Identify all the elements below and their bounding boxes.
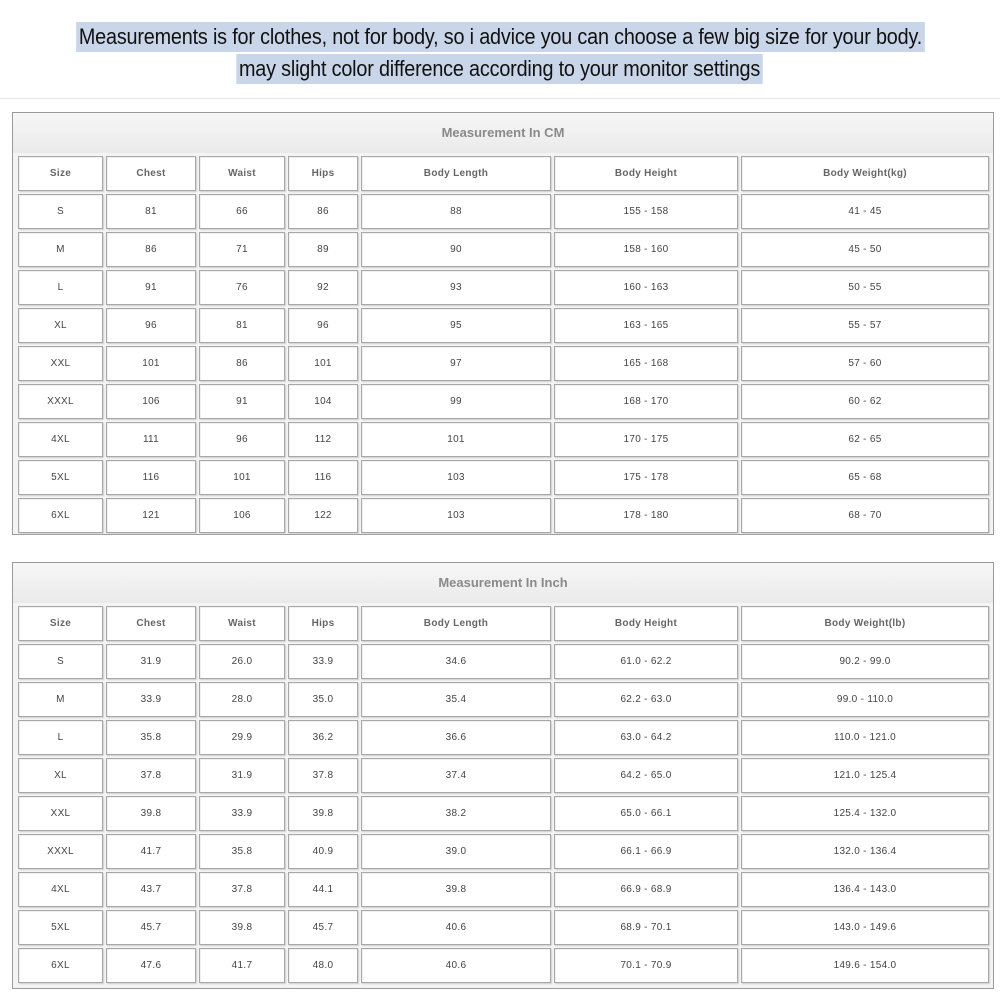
table-row	[18, 308, 989, 343]
table-cell: 6XL	[18, 948, 103, 983]
table-cell: 57 - 60	[741, 346, 989, 381]
table-cell: 90	[361, 232, 551, 267]
table-cell: 37.8	[199, 872, 285, 907]
column-header: Chest	[106, 606, 196, 641]
column-header: Body Length	[361, 606, 551, 641]
table-cell: 37.4	[361, 758, 551, 793]
table-cell: 50 - 55	[741, 270, 989, 305]
table-cell: 37.8	[106, 758, 196, 793]
column-header: Body Height	[554, 156, 738, 191]
table-cell: 61.0 - 62.2	[554, 644, 738, 679]
table-row	[18, 682, 989, 717]
table-cell: 88	[361, 194, 551, 229]
table-cell: 106	[106, 384, 196, 419]
table-cell: 26.0	[199, 644, 285, 679]
column-header: Hips	[288, 156, 358, 191]
table-cell: 68.9 - 70.1	[554, 910, 738, 945]
table-cell: 37.8	[288, 758, 358, 793]
table-cell: 91	[199, 384, 285, 419]
table-cell: XXXL	[18, 834, 103, 869]
table-cell: 38.2	[361, 796, 551, 831]
table-cell: 33.9	[199, 796, 285, 831]
table-cell: 47.6	[106, 948, 196, 983]
column-header: Body Weight(lb)	[741, 606, 989, 641]
table-cell: 175 - 178	[554, 460, 738, 495]
table-cell: 143.0 - 149.6	[741, 910, 989, 945]
table-row	[18, 194, 989, 229]
notice-line-2: may slight color difference according to your monitor settings	[237, 54, 764, 84]
table-cell: 170 - 175	[554, 422, 738, 457]
notice-line-1: Measurements is for clothes, not for body, so i advice you can choose a few big size for your body.	[76, 22, 925, 52]
table-cell: 45 - 50	[741, 232, 989, 267]
table-cell: 39.0	[361, 834, 551, 869]
table-cell: 40.6	[361, 910, 551, 945]
table-cell: 64.2 - 65.0	[554, 758, 738, 793]
table-cell: 34.6	[361, 644, 551, 679]
table-cell: 112	[288, 422, 358, 457]
table-cell: 39.8	[288, 796, 358, 831]
column-header: Hips	[288, 606, 358, 641]
table-row	[18, 872, 989, 907]
table-cell: 48.0	[288, 948, 358, 983]
table-cell: 36.2	[288, 720, 358, 755]
table-cell: 31.9	[199, 758, 285, 793]
table-header-row	[18, 156, 989, 191]
table-cell: 97	[361, 346, 551, 381]
table-cell: 33.9	[288, 644, 358, 679]
table-cell: 163 - 165	[554, 308, 738, 343]
table-cell: XL	[18, 308, 103, 343]
table-cell: XXXL	[18, 384, 103, 419]
table-cell: 103	[361, 498, 551, 533]
table-cell: 96	[199, 422, 285, 457]
table-cell: 65 - 68	[741, 460, 989, 495]
table-cell: 101	[288, 346, 358, 381]
table-cell: 63.0 - 64.2	[554, 720, 738, 755]
table-cell: 45.7	[106, 910, 196, 945]
table-cell: 178 - 180	[554, 498, 738, 533]
column-header: Size	[18, 156, 103, 191]
table-cell: 149.6 - 154.0	[741, 948, 989, 983]
table-row	[18, 720, 989, 755]
table-cell: 91	[106, 270, 196, 305]
table-cell: 86	[106, 232, 196, 267]
table-cell: 96	[288, 308, 358, 343]
table-cell: 116	[106, 460, 196, 495]
table-cell: 121.0 - 125.4	[741, 758, 989, 793]
table-cell: 70.1 - 70.9	[554, 948, 738, 983]
table-row	[18, 948, 989, 983]
inch-table-title: Measurement In Inch	[13, 563, 993, 603]
table-cell: 101	[106, 346, 196, 381]
table-cell: 155 - 158	[554, 194, 738, 229]
inch-size-chart	[12, 562, 994, 989]
table-cell: 86	[199, 346, 285, 381]
column-header: Body Length	[361, 156, 551, 191]
table-cell: XL	[18, 758, 103, 793]
table-cell: 41.7	[106, 834, 196, 869]
table-row	[18, 384, 989, 419]
table-cell: 62 - 65	[741, 422, 989, 457]
table-cell: 111	[106, 422, 196, 457]
table-cell: 101	[361, 422, 551, 457]
table-row	[18, 498, 989, 533]
table-cell: 35.8	[106, 720, 196, 755]
table-cell: 99	[361, 384, 551, 419]
cm-size-chart	[12, 112, 994, 535]
table-cell: 41 - 45	[741, 194, 989, 229]
table-cell: 71	[199, 232, 285, 267]
table-cell: 89	[288, 232, 358, 267]
table-cell: 93	[361, 270, 551, 305]
table-cell: 4XL	[18, 422, 103, 457]
table-cell: L	[18, 270, 103, 305]
table-cell: 81	[106, 194, 196, 229]
table-cell: 90.2 - 99.0	[741, 644, 989, 679]
cm-table	[15, 153, 992, 536]
table-cell: 66	[199, 194, 285, 229]
table-cell: 45.7	[288, 910, 358, 945]
divider	[0, 98, 1000, 99]
table-cell: M	[18, 232, 103, 267]
table-cell: 5XL	[18, 910, 103, 945]
table-cell: M	[18, 682, 103, 717]
table-cell: L	[18, 720, 103, 755]
table-row	[18, 796, 989, 831]
table-cell: 65.0 - 66.1	[554, 796, 738, 831]
table-cell: 41.7	[199, 948, 285, 983]
table-cell: 96	[106, 308, 196, 343]
table-cell: S	[18, 194, 103, 229]
table-cell: 99.0 - 110.0	[741, 682, 989, 717]
table-cell: 62.2 - 63.0	[554, 682, 738, 717]
table-header-row	[18, 606, 989, 641]
table-row	[18, 270, 989, 305]
table-cell: 103	[361, 460, 551, 495]
table-cell: 158 - 160	[554, 232, 738, 267]
table-cell: 165 - 168	[554, 346, 738, 381]
table-cell: 29.9	[199, 720, 285, 755]
table-cell: 60 - 62	[741, 384, 989, 419]
table-cell: 132.0 - 136.4	[741, 834, 989, 869]
table-cell: S	[18, 644, 103, 679]
table-cell: 39.8	[106, 796, 196, 831]
table-cell: 66.1 - 66.9	[554, 834, 738, 869]
table-cell: 86	[288, 194, 358, 229]
table-cell: 44.1	[288, 872, 358, 907]
table-cell: XXL	[18, 796, 103, 831]
table-cell: 168 - 170	[554, 384, 738, 419]
table-cell: 110.0 - 121.0	[741, 720, 989, 755]
cm-table-title: Measurement In CM	[13, 113, 993, 153]
column-header: Waist	[199, 606, 285, 641]
table-cell: 101	[199, 460, 285, 495]
table-cell: 28.0	[199, 682, 285, 717]
table-cell: 95	[361, 308, 551, 343]
table-cell: 136.4 - 143.0	[741, 872, 989, 907]
table-cell: 31.9	[106, 644, 196, 679]
table-cell: 104	[288, 384, 358, 419]
table-cell: 122	[288, 498, 358, 533]
table-cell: 43.7	[106, 872, 196, 907]
column-header: Body Height	[554, 606, 738, 641]
table-cell: 66.9 - 68.9	[554, 872, 738, 907]
table-row	[18, 910, 989, 945]
table-cell: 35.4	[361, 682, 551, 717]
table-cell: 68 - 70	[741, 498, 989, 533]
table-cell: 121	[106, 498, 196, 533]
table-cell: 33.9	[106, 682, 196, 717]
table-cell: 40.9	[288, 834, 358, 869]
table-row	[18, 346, 989, 381]
table-cell: 39.8	[199, 910, 285, 945]
table-row	[18, 834, 989, 869]
column-header: Chest	[106, 156, 196, 191]
table-cell: 36.6	[361, 720, 551, 755]
table-cell: 5XL	[18, 460, 103, 495]
table-row	[18, 758, 989, 793]
table-cell: 160 - 163	[554, 270, 738, 305]
table-cell: 39.8	[361, 872, 551, 907]
table-row	[18, 644, 989, 679]
column-header: Body Weight(kg)	[741, 156, 989, 191]
table-cell: 35.0	[288, 682, 358, 717]
table-cell: 40.6	[361, 948, 551, 983]
table-cell: 125.4 - 132.0	[741, 796, 989, 831]
table-row	[18, 232, 989, 267]
column-header: Size	[18, 606, 103, 641]
table-cell: 6XL	[18, 498, 103, 533]
table-cell: 35.8	[199, 834, 285, 869]
table-cell: 76	[199, 270, 285, 305]
table-row	[18, 422, 989, 457]
table-row	[18, 460, 989, 495]
table-cell: 4XL	[18, 872, 103, 907]
table-cell: 92	[288, 270, 358, 305]
notice-banner	[0, 22, 1000, 84]
column-header: Waist	[199, 156, 285, 191]
table-cell: 55 - 57	[741, 308, 989, 343]
inch-table	[15, 603, 992, 986]
table-cell: XXL	[18, 346, 103, 381]
table-cell: 106	[199, 498, 285, 533]
table-cell: 116	[288, 460, 358, 495]
table-cell: 81	[199, 308, 285, 343]
